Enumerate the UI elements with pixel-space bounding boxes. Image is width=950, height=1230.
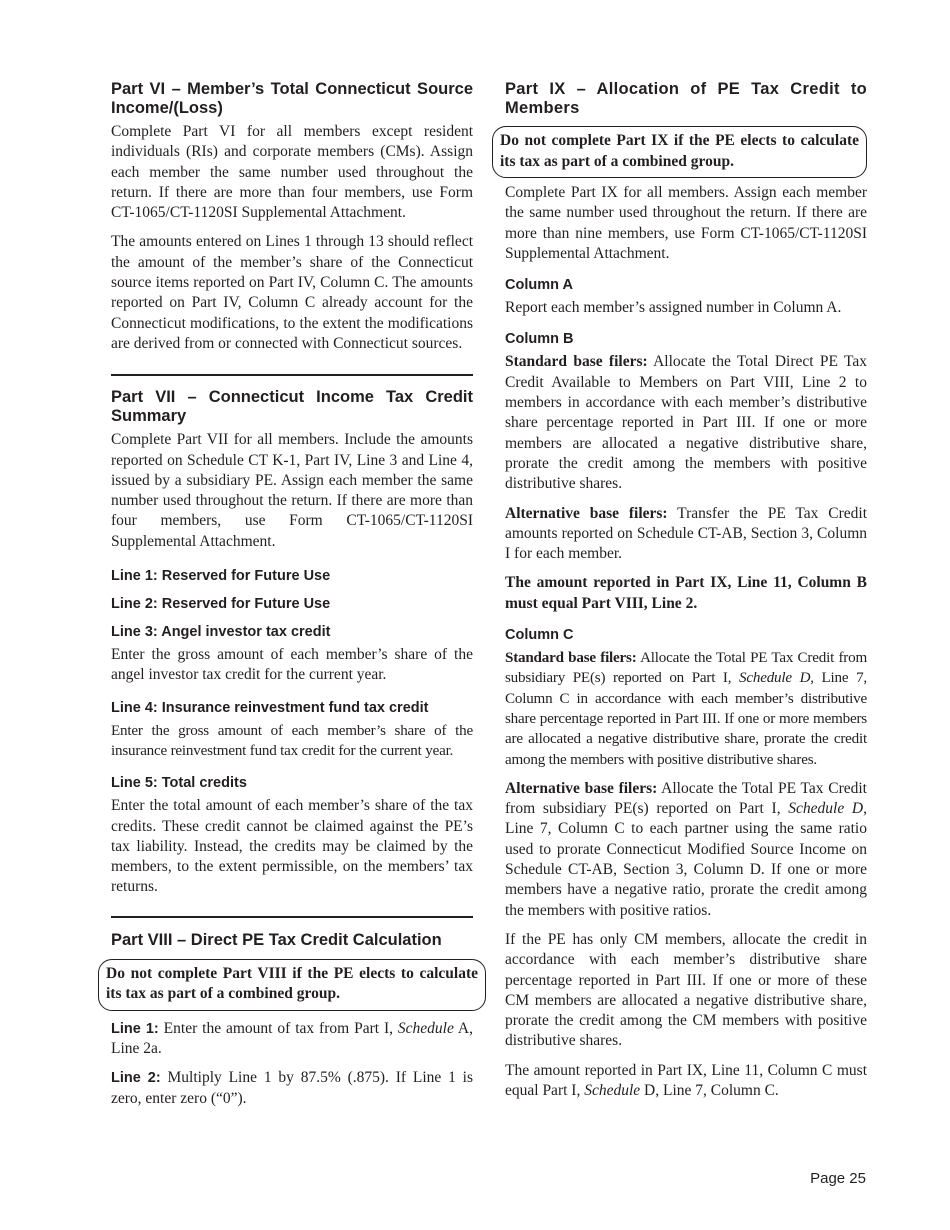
column-b-standard-text: Allocate the Total Direct PE Tax Credit Available to Members on Part VIII, Line 2 to members in accordance with each member’s distributive share percentage reported in Part III. If one or more members are allocated a negative distributive share, prorate the credit among the members with positive distributive shares.	[505, 353, 867, 493]
part-vi-paragraph-1: Complete Part VI for all members except resident individuals (RIs) and corporate members (CMs). Assign each member the same number used throughout the return. If there are more than four members, use Form CT-1065/CT-1120SI Supplemental Attachment.	[111, 123, 473, 222]
section-divider	[111, 374, 473, 376]
line-4-text: Enter the gross amount of each member’s share of the insurance reinvestment fund tax credit for the current year.	[111, 722, 473, 759]
column-c-final-text-b: D, Line 7, Column C.	[640, 1081, 779, 1099]
column-c-final-text-a: The amount reported in Part IX, Line 11, Column C must equal Part I,	[505, 1061, 867, 1099]
column-c-cm-members: If the PE has only CM members, allocate the credit in accordance with each member’s distributive share percentage reported in Part III. If one or more of these CM members are allocated a negative distributive share, prorate the credit among the CM members with positive distributive shares.	[505, 930, 867, 1050]
column-b-alternative-text: Transfer the PE Tax Credit amounts reported on Schedule CT-AB, Section 3, Column I for each member.	[505, 504, 867, 563]
page-number: Page 25	[810, 1170, 866, 1187]
column-a-heading: Column A	[505, 277, 573, 294]
part-ix-heading: Part IX – Allocation of PE Tax Credit to Members	[505, 80, 867, 117]
column-c-alternative-schedule-italic: Schedule D	[788, 800, 864, 818]
column-b-note: The amount reported in Part IX, Line 11, Column B must equal Part VIII, Line 2.	[505, 574, 867, 612]
line-3-text: Enter the gross amount of each member’s share of the angel investor tax credit for the current year.	[111, 646, 473, 684]
line-2-heading: Line 2: Reserved for Future Use	[111, 596, 331, 613]
line-2-label: Line 2:	[111, 1070, 161, 1087]
line-1-label: Line 1:	[111, 1020, 159, 1037]
line-5-heading: Line 5: Total credits	[111, 775, 247, 792]
part-vii-heading: Part VII – Connecticut Income Tax Credit Summary	[111, 388, 473, 426]
line-1-schedule-italic: Schedule	[397, 1019, 454, 1037]
line-4-heading: Line 4: Insurance reinvestment fund tax credit	[111, 699, 429, 716]
part-ix-notice-box: Do not complete Part IX if the PE elects to calculate its tax as part of a combined group.	[492, 126, 867, 178]
column-b-alternative-label: Alternative base filers:	[505, 504, 668, 522]
column-c-alternative-text-a: Allocate the Total PE Tax Credit from subsidiary PE(s) reported on Part I,	[505, 779, 867, 818]
column-b-heading: Column B	[505, 331, 574, 348]
column-c-final-note	[505, 1061, 867, 1102]
part-viii-heading: Part VIII – Direct PE Tax Credit Calculation	[111, 930, 442, 949]
column-c-final-schedule-italic: Schedule	[584, 1081, 641, 1099]
part-viii-line-1	[111, 1019, 473, 1060]
part-ix-paragraph: Complete Part IX for all members. Assign each member the same number used throughout the return. If there are more than nine members, use Form CT-1065/CT-1120SI Supplemental Attachment.	[505, 184, 867, 262]
column-b-standard	[505, 352, 867, 494]
column-c-standard-label: Standard base filers:	[505, 650, 637, 667]
section-divider	[111, 916, 473, 918]
line-5-text: Enter the total amount of each member’s share of the tax credits. These credit cannot be claimed against the PE’s tax liability. Instead, the credits may be claimed by the members, to the extent permissible, on the members’ tax returns.	[111, 797, 473, 896]
part-viii-line-2	[111, 1068, 473, 1109]
column-b-standard-label: Standard base filers:	[505, 353, 648, 371]
column-c-alternative	[505, 779, 867, 921]
column-c-alternative-label: Alternative base filers:	[505, 779, 658, 797]
line-1-heading: Line 1: Reserved for Future Use	[111, 568, 331, 585]
line-3-heading: Line 3: Angel investor tax credit	[111, 624, 331, 641]
column-c-alternative-text-b: , Line 7, Column C to each partner using the same ratio used to prorate Connecticut Modified Source Income on Schedule CT-AB, Section 3, Column D. If one or more members have a negative ratio, prorate the credit among the members with positive ratios.	[505, 800, 868, 919]
part-vi-paragraph-2: The amounts entered on Lines 1 through 13 should reflect the amount of the member’s share of the Connecticut source items reported on Part IV, Column C. The amounts reported on Part IV, Column C already account for the Connecticut modifications, to the extent the modifications are derived from or connected with Connecticut sources.	[111, 233, 473, 352]
column-c-standard	[505, 648, 867, 770]
column-c-standard-text-b: , Line 7, Column C in accordance with each member’s distributive share percentage reported in Part III. If one or more members are allocated a negative distributive share, prorate the credit among the members with positive distributive shares.	[505, 670, 867, 768]
right-column	[500, 80, 868, 1110]
column-c-standard-schedule-italic: Schedule D	[739, 670, 811, 687]
part-viii-notice-box: Do not complete Part VIII if the PE elects to calculate its tax as part of a combined group.	[98, 959, 486, 1011]
column-b-alternative	[505, 504, 867, 565]
column-a-text: Report each member’s assigned number in Column A.	[505, 299, 842, 317]
left-column	[106, 80, 478, 1118]
column-c-heading: Column C	[505, 627, 574, 644]
part-vii-paragraph: Complete Part VII for all members. Include the amounts reported on Schedule CT K-1, Part IV, Line 3 and Line 4, issued by a subsidiary PE. Assign each member the same number used throughout the return. If there are more than four members, use Form CT-1065/CT-1120SI Supplemental Attachment.	[111, 431, 473, 550]
part-vi-heading: Part VI – Member’s Total Connecticut Source Income/(Loss)	[111, 80, 473, 117]
line-1-text-b: A, Line 2a.	[111, 1019, 473, 1058]
line-1-text-a: Enter the amount of tax from Part I,	[158, 1019, 398, 1037]
column-c-standard-text-a: Allocate the Total PE Tax Credit from subsidiary PE(s) reported on Part I,	[505, 650, 867, 687]
line-2-text: Multiply Line 1 by 87.5% (.875). If Line 1 is zero, enter zero (“0”).	[111, 1069, 473, 1107]
